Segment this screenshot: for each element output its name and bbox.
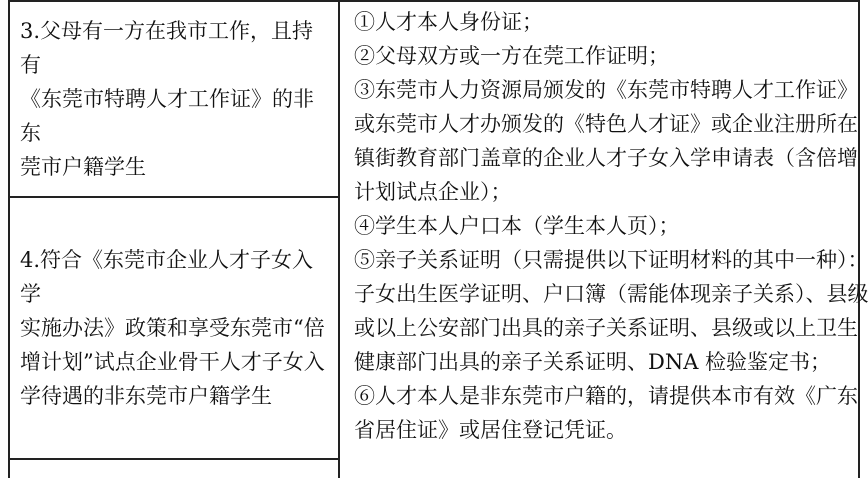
category-cell-3 <box>10 2 338 198</box>
document-line: 或东莞市人才办颁发的《特色人才证》或企业注册所在 <box>354 112 858 136</box>
document-line: 子女出生医学证明、户口簿（需能体现亲子关系）、县级 <box>354 282 868 306</box>
category-text: 3.父母有一方在我市工作，且持有 《东莞市特聘人才工作证》的非东 莞市户籍学生 <box>20 19 314 179</box>
category-column <box>10 0 340 478</box>
document-line: ③东莞市人力资源局颁发的《东莞市特聘人才工作证》 <box>354 78 858 102</box>
document-line: 省居住证》或居住登记凭证。 <box>354 418 627 442</box>
documents-column <box>342 2 868 478</box>
document-line: ④学生本人户口本（学生本人页）； <box>354 214 680 238</box>
document-line: ②父母双方或一方在莞工作证明； <box>354 44 669 68</box>
document-line: ①人才本人身份证； <box>354 10 543 34</box>
category-cell-4 <box>10 198 338 460</box>
requirements-table <box>8 0 868 478</box>
document-line: ⑤亲子关系证明（只需提供以下证明材料的其中一种）： <box>354 248 868 272</box>
document-line: 计划试点企业）； <box>354 180 512 204</box>
document-line: 健康部门出具的亲子关系证明、DNA 检验鉴定书； <box>354 350 832 374</box>
document-line: 或以上公安部门出具的亲子关系证明、县级或以上卫生 <box>354 316 858 340</box>
document-line: 镇街教育部门盖章的企业人才子女入学申请表（含倍增 <box>354 146 858 170</box>
category-text: 4.符合《东莞市企业人才子女入学 实施办法》政策和享受东莞市“倍 增计划”试点企业骨干人才子女入 学待遇的非东莞市户籍学生 <box>20 248 325 408</box>
document-line: ⑥人才本人是非东莞市户籍的，请提供本市有效《广东 <box>354 384 858 408</box>
